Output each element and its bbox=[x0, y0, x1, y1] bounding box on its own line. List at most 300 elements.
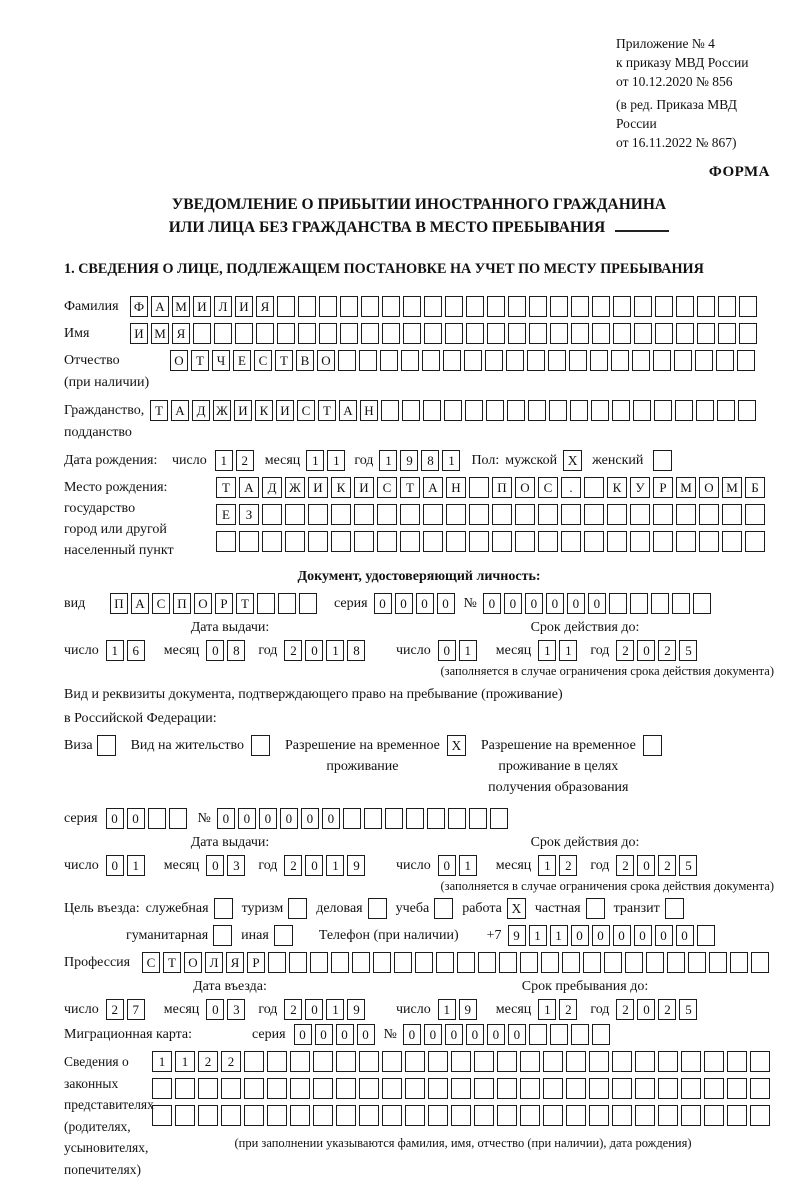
char-cell[interactable] bbox=[451, 1078, 471, 1099]
char-cell[interactable]: 1 bbox=[538, 855, 556, 876]
sex-male-checkbox[interactable]: X bbox=[563, 450, 582, 471]
char-cell[interactable]: Ч bbox=[212, 350, 230, 371]
char-cell[interactable] bbox=[169, 808, 187, 829]
char-cell[interactable] bbox=[529, 323, 547, 344]
char-cell[interactable] bbox=[584, 477, 604, 498]
char-cell[interactable] bbox=[364, 808, 382, 829]
char-cell[interactable] bbox=[722, 504, 742, 525]
char-cell[interactable] bbox=[290, 1051, 310, 1072]
char-cell[interactable] bbox=[400, 504, 420, 525]
char-cell[interactable]: 2 bbox=[106, 999, 124, 1020]
char-cell[interactable] bbox=[257, 593, 275, 614]
char-cell[interactable]: 2 bbox=[198, 1051, 218, 1072]
char-cell[interactable] bbox=[340, 296, 358, 317]
char-cell[interactable] bbox=[508, 296, 526, 317]
char-cell[interactable]: 1 bbox=[306, 450, 324, 471]
char-cell[interactable]: 9 bbox=[347, 999, 365, 1020]
char-cell[interactable]: 0 bbox=[315, 1024, 333, 1045]
char-cell[interactable]: 9 bbox=[508, 925, 526, 946]
char-cell[interactable] bbox=[285, 504, 305, 525]
char-cell[interactable] bbox=[422, 350, 440, 371]
char-cell[interactable] bbox=[562, 952, 580, 973]
char-cell[interactable] bbox=[244, 1078, 264, 1099]
char-cell[interactable]: К bbox=[255, 400, 273, 421]
char-cell[interactable]: 1 bbox=[327, 450, 345, 471]
char-cell[interactable] bbox=[676, 296, 694, 317]
char-cell[interactable] bbox=[750, 1078, 770, 1099]
char-cell[interactable] bbox=[359, 1078, 379, 1099]
char-cell[interactable] bbox=[469, 531, 489, 552]
char-cell[interactable] bbox=[277, 296, 295, 317]
char-cell[interactable]: 2 bbox=[221, 1051, 241, 1072]
char-cell[interactable]: 8 bbox=[347, 640, 365, 661]
char-cell[interactable]: 0 bbox=[238, 808, 256, 829]
char-cell[interactable]: А bbox=[239, 477, 259, 498]
char-cell[interactable]: 0 bbox=[127, 808, 145, 829]
char-cell[interactable] bbox=[590, 350, 608, 371]
char-cell[interactable] bbox=[448, 808, 466, 829]
char-cell[interactable] bbox=[543, 1051, 563, 1072]
char-cell[interactable] bbox=[697, 296, 715, 317]
char-cell[interactable] bbox=[497, 1105, 517, 1126]
char-cell[interactable] bbox=[570, 400, 588, 421]
char-cell[interactable] bbox=[717, 400, 735, 421]
char-cell[interactable] bbox=[704, 1105, 724, 1126]
char-cell[interactable] bbox=[592, 1024, 610, 1045]
char-cell[interactable] bbox=[635, 1105, 655, 1126]
char-cell[interactable] bbox=[676, 323, 694, 344]
char-cell[interactable]: 0 bbox=[637, 855, 655, 876]
char-cell[interactable]: 6 bbox=[127, 640, 145, 661]
char-cell[interactable] bbox=[469, 477, 489, 498]
char-cell[interactable] bbox=[424, 323, 442, 344]
char-cell[interactable]: 0 bbox=[437, 593, 455, 614]
char-cell[interactable] bbox=[478, 952, 496, 973]
char-cell[interactable] bbox=[313, 1105, 333, 1126]
char-cell[interactable] bbox=[520, 952, 538, 973]
char-cell[interactable]: 0 bbox=[357, 1024, 375, 1045]
char-cell[interactable] bbox=[198, 1078, 218, 1099]
char-cell[interactable] bbox=[474, 1051, 494, 1072]
char-cell[interactable] bbox=[676, 504, 696, 525]
char-cell[interactable] bbox=[635, 1078, 655, 1099]
char-cell[interactable]: 2 bbox=[658, 855, 676, 876]
char-cell[interactable] bbox=[646, 952, 664, 973]
char-cell[interactable] bbox=[589, 1051, 609, 1072]
char-cell[interactable] bbox=[382, 1105, 402, 1126]
char-cell[interactable] bbox=[507, 400, 525, 421]
char-cell[interactable] bbox=[267, 1105, 287, 1126]
char-cell[interactable] bbox=[727, 1105, 747, 1126]
char-cell[interactable] bbox=[336, 1051, 356, 1072]
char-cell[interactable]: 1 bbox=[106, 640, 124, 661]
char-cell[interactable] bbox=[738, 400, 756, 421]
char-cell[interactable] bbox=[709, 952, 727, 973]
char-cell[interactable] bbox=[427, 808, 445, 829]
char-cell[interactable]: 2 bbox=[658, 640, 676, 661]
char-cell[interactable] bbox=[267, 1078, 287, 1099]
char-cell[interactable] bbox=[359, 1105, 379, 1126]
char-cell[interactable]: 0 bbox=[259, 808, 277, 829]
char-cell[interactable] bbox=[343, 808, 361, 829]
char-cell[interactable]: 1 bbox=[127, 855, 145, 876]
char-cell[interactable]: Е bbox=[216, 504, 236, 525]
char-cell[interactable]: 1 bbox=[550, 925, 568, 946]
char-cell[interactable] bbox=[331, 504, 351, 525]
char-cell[interactable]: 1 bbox=[442, 450, 460, 471]
char-cell[interactable] bbox=[583, 952, 601, 973]
char-cell[interactable] bbox=[465, 400, 483, 421]
char-cell[interactable]: 0 bbox=[206, 855, 224, 876]
char-cell[interactable] bbox=[520, 1078, 540, 1099]
char-cell[interactable] bbox=[569, 350, 587, 371]
char-cell[interactable] bbox=[612, 1105, 632, 1126]
char-cell[interactable]: 1 bbox=[326, 855, 344, 876]
char-cell[interactable]: И bbox=[354, 477, 374, 498]
char-cell[interactable] bbox=[403, 296, 421, 317]
char-cell[interactable] bbox=[584, 531, 604, 552]
char-cell[interactable] bbox=[566, 1051, 586, 1072]
char-cell[interactable] bbox=[290, 1078, 310, 1099]
char-cell[interactable] bbox=[377, 504, 397, 525]
char-cell[interactable]: С bbox=[254, 350, 272, 371]
char-cell[interactable] bbox=[696, 400, 714, 421]
char-cell[interactable]: 0 bbox=[301, 808, 319, 829]
char-cell[interactable] bbox=[336, 1105, 356, 1126]
char-cell[interactable] bbox=[676, 531, 696, 552]
char-cell[interactable] bbox=[359, 1051, 379, 1072]
char-cell[interactable] bbox=[486, 400, 504, 421]
char-cell[interactable] bbox=[377, 531, 397, 552]
char-cell[interactable] bbox=[667, 952, 685, 973]
char-cell[interactable] bbox=[380, 350, 398, 371]
char-cell[interactable] bbox=[299, 593, 317, 614]
char-cell[interactable]: 3 bbox=[227, 855, 245, 876]
char-cell[interactable] bbox=[607, 531, 627, 552]
char-cell[interactable]: 2 bbox=[559, 855, 577, 876]
purpose-transit-checkbox[interactable] bbox=[665, 898, 684, 919]
char-cell[interactable] bbox=[464, 350, 482, 371]
char-cell[interactable]: К bbox=[607, 477, 627, 498]
char-cell[interactable] bbox=[654, 400, 672, 421]
char-cell[interactable]: 2 bbox=[284, 640, 302, 661]
char-cell[interactable]: 0 bbox=[567, 593, 585, 614]
char-cell[interactable] bbox=[589, 1078, 609, 1099]
char-cell[interactable] bbox=[633, 400, 651, 421]
purpose-work-checkbox[interactable]: X bbox=[507, 898, 526, 919]
char-cell[interactable] bbox=[394, 952, 412, 973]
char-cell[interactable] bbox=[445, 296, 463, 317]
char-cell[interactable] bbox=[541, 952, 559, 973]
char-cell[interactable]: 0 bbox=[305, 999, 323, 1020]
char-cell[interactable]: 3 bbox=[227, 999, 245, 1020]
sex-female-checkbox[interactable] bbox=[653, 450, 672, 471]
char-cell[interactable] bbox=[405, 1078, 425, 1099]
char-cell[interactable]: И bbox=[308, 477, 328, 498]
char-cell[interactable] bbox=[216, 531, 236, 552]
char-cell[interactable]: 1 bbox=[379, 450, 397, 471]
char-cell[interactable]: 0 bbox=[280, 808, 298, 829]
char-cell[interactable] bbox=[549, 400, 567, 421]
char-cell[interactable] bbox=[381, 400, 399, 421]
char-cell[interactable]: Т bbox=[163, 952, 181, 973]
char-cell[interactable] bbox=[331, 952, 349, 973]
char-cell[interactable] bbox=[428, 1105, 448, 1126]
char-cell[interactable]: 8 bbox=[421, 450, 439, 471]
char-cell[interactable] bbox=[635, 1051, 655, 1072]
char-cell[interactable] bbox=[693, 593, 711, 614]
char-cell[interactable]: 2 bbox=[616, 855, 634, 876]
char-cell[interactable]: М bbox=[151, 323, 169, 344]
char-cell[interactable] bbox=[704, 1051, 724, 1072]
char-cell[interactable]: 0 bbox=[637, 640, 655, 661]
char-cell[interactable] bbox=[612, 1078, 632, 1099]
char-cell[interactable]: 9 bbox=[459, 999, 477, 1020]
char-cell[interactable]: О bbox=[515, 477, 535, 498]
char-cell[interactable]: Ж bbox=[285, 477, 305, 498]
char-cell[interactable] bbox=[609, 593, 627, 614]
char-cell[interactable] bbox=[289, 952, 307, 973]
char-cell[interactable] bbox=[361, 323, 379, 344]
char-cell[interactable] bbox=[613, 296, 631, 317]
char-cell[interactable] bbox=[402, 400, 420, 421]
char-cell[interactable]: 0 bbox=[637, 999, 655, 1020]
char-cell[interactable]: 0 bbox=[374, 593, 392, 614]
char-cell[interactable]: С bbox=[152, 593, 170, 614]
char-cell[interactable]: А bbox=[131, 593, 149, 614]
char-cell[interactable] bbox=[152, 1105, 172, 1126]
char-cell[interactable] bbox=[221, 1078, 241, 1099]
char-cell[interactable] bbox=[589, 1105, 609, 1126]
char-cell[interactable] bbox=[244, 1105, 264, 1126]
char-cell[interactable] bbox=[625, 952, 643, 973]
char-cell[interactable]: 5 bbox=[679, 999, 697, 1020]
char-cell[interactable] bbox=[373, 952, 391, 973]
char-cell[interactable] bbox=[310, 952, 328, 973]
char-cell[interactable]: О bbox=[184, 952, 202, 973]
char-cell[interactable] bbox=[718, 323, 736, 344]
char-cell[interactable] bbox=[611, 350, 629, 371]
char-cell[interactable]: А bbox=[151, 296, 169, 317]
char-cell[interactable]: 7 bbox=[127, 999, 145, 1020]
char-cell[interactable] bbox=[446, 531, 466, 552]
char-cell[interactable]: 0 bbox=[438, 855, 456, 876]
char-cell[interactable] bbox=[406, 808, 424, 829]
char-cell[interactable]: 0 bbox=[525, 593, 543, 614]
char-cell[interactable]: 0 bbox=[655, 925, 673, 946]
char-cell[interactable]: 2 bbox=[236, 450, 254, 471]
char-cell[interactable]: 0 bbox=[592, 925, 610, 946]
option-temp-residence-education-checkbox[interactable] bbox=[643, 735, 662, 756]
char-cell[interactable] bbox=[382, 296, 400, 317]
char-cell[interactable] bbox=[319, 323, 337, 344]
char-cell[interactable]: И bbox=[276, 400, 294, 421]
char-cell[interactable] bbox=[244, 1051, 264, 1072]
char-cell[interactable]: Б bbox=[745, 477, 765, 498]
char-cell[interactable]: 1 bbox=[152, 1051, 172, 1072]
char-cell[interactable] bbox=[382, 323, 400, 344]
purpose-study-checkbox[interactable] bbox=[434, 898, 453, 919]
char-cell[interactable]: Ж bbox=[213, 400, 231, 421]
char-cell[interactable] bbox=[528, 400, 546, 421]
char-cell[interactable]: 1 bbox=[459, 855, 477, 876]
char-cell[interactable]: Р bbox=[247, 952, 265, 973]
char-cell[interactable]: 8 bbox=[227, 640, 245, 661]
char-cell[interactable] bbox=[436, 952, 454, 973]
char-cell[interactable]: 1 bbox=[459, 640, 477, 661]
char-cell[interactable]: 1 bbox=[175, 1051, 195, 1072]
char-cell[interactable]: 1 bbox=[538, 999, 556, 1020]
char-cell[interactable]: Д bbox=[262, 477, 282, 498]
char-cell[interactable] bbox=[415, 952, 433, 973]
char-cell[interactable] bbox=[718, 296, 736, 317]
char-cell[interactable] bbox=[630, 593, 648, 614]
char-cell[interactable] bbox=[571, 296, 589, 317]
char-cell[interactable]: С bbox=[538, 477, 558, 498]
char-cell[interactable]: 0 bbox=[483, 593, 501, 614]
char-cell[interactable] bbox=[469, 808, 487, 829]
char-cell[interactable] bbox=[737, 350, 755, 371]
char-cell[interactable]: О bbox=[194, 593, 212, 614]
char-cell[interactable] bbox=[538, 531, 558, 552]
char-cell[interactable]: С bbox=[142, 952, 160, 973]
char-cell[interactable]: У bbox=[630, 477, 650, 498]
char-cell[interactable] bbox=[655, 323, 673, 344]
char-cell[interactable]: 5 bbox=[679, 855, 697, 876]
char-cell[interactable]: 1 bbox=[559, 640, 577, 661]
char-cell[interactable] bbox=[653, 350, 671, 371]
char-cell[interactable] bbox=[474, 1078, 494, 1099]
char-cell[interactable] bbox=[466, 296, 484, 317]
char-cell[interactable] bbox=[423, 531, 443, 552]
char-cell[interactable] bbox=[561, 531, 581, 552]
char-cell[interactable] bbox=[444, 400, 462, 421]
char-cell[interactable] bbox=[607, 504, 627, 525]
char-cell[interactable] bbox=[592, 323, 610, 344]
char-cell[interactable] bbox=[354, 504, 374, 525]
char-cell[interactable] bbox=[604, 952, 622, 973]
char-cell[interactable]: Р bbox=[653, 477, 673, 498]
char-cell[interactable] bbox=[319, 296, 337, 317]
char-cell[interactable]: 0 bbox=[445, 1024, 463, 1045]
char-cell[interactable]: 1 bbox=[438, 999, 456, 1020]
char-cell[interactable] bbox=[630, 531, 650, 552]
char-cell[interactable] bbox=[672, 593, 690, 614]
char-cell[interactable]: О bbox=[170, 350, 188, 371]
char-cell[interactable]: Я bbox=[226, 952, 244, 973]
purpose-official-checkbox[interactable] bbox=[214, 898, 233, 919]
char-cell[interactable] bbox=[716, 350, 734, 371]
char-cell[interactable] bbox=[634, 296, 652, 317]
char-cell[interactable] bbox=[751, 952, 769, 973]
char-cell[interactable] bbox=[385, 808, 403, 829]
char-cell[interactable]: 0 bbox=[305, 855, 323, 876]
char-cell[interactable]: Д bbox=[192, 400, 210, 421]
char-cell[interactable] bbox=[651, 593, 669, 614]
char-cell[interactable]: О bbox=[699, 477, 719, 498]
char-cell[interactable]: 0 bbox=[106, 808, 124, 829]
char-cell[interactable] bbox=[688, 952, 706, 973]
char-cell[interactable] bbox=[361, 296, 379, 317]
char-cell[interactable] bbox=[403, 323, 421, 344]
char-cell[interactable] bbox=[571, 1024, 589, 1045]
purpose-private-checkbox[interactable] bbox=[586, 898, 605, 919]
char-cell[interactable] bbox=[584, 504, 604, 525]
char-cell[interactable] bbox=[285, 531, 305, 552]
char-cell[interactable] bbox=[262, 504, 282, 525]
char-cell[interactable] bbox=[497, 1078, 517, 1099]
char-cell[interactable]: 0 bbox=[217, 808, 235, 829]
char-cell[interactable]: И bbox=[235, 296, 253, 317]
char-cell[interactable]: М bbox=[722, 477, 742, 498]
char-cell[interactable] bbox=[515, 504, 535, 525]
char-cell[interactable] bbox=[739, 323, 757, 344]
char-cell[interactable]: 2 bbox=[616, 640, 634, 661]
char-cell[interactable] bbox=[148, 808, 166, 829]
char-cell[interactable] bbox=[152, 1078, 172, 1099]
char-cell[interactable] bbox=[490, 808, 508, 829]
char-cell[interactable]: 1 bbox=[326, 640, 344, 661]
char-cell[interactable] bbox=[634, 323, 652, 344]
char-cell[interactable]: 2 bbox=[284, 855, 302, 876]
char-cell[interactable] bbox=[331, 531, 351, 552]
char-cell[interactable] bbox=[632, 350, 650, 371]
char-cell[interactable]: 0 bbox=[676, 925, 694, 946]
char-cell[interactable]: Т bbox=[216, 477, 236, 498]
char-cell[interactable]: З bbox=[239, 504, 259, 525]
char-cell[interactable] bbox=[445, 323, 463, 344]
char-cell[interactable] bbox=[175, 1078, 195, 1099]
char-cell[interactable] bbox=[451, 1051, 471, 1072]
char-cell[interactable] bbox=[722, 531, 742, 552]
char-cell[interactable]: 2 bbox=[559, 999, 577, 1020]
char-cell[interactable]: 0 bbox=[466, 1024, 484, 1045]
purpose-other-checkbox[interactable] bbox=[274, 925, 293, 946]
char-cell[interactable] bbox=[235, 323, 253, 344]
char-cell[interactable] bbox=[268, 952, 286, 973]
char-cell[interactable] bbox=[699, 531, 719, 552]
char-cell[interactable] bbox=[566, 1105, 586, 1126]
char-cell[interactable] bbox=[515, 531, 535, 552]
char-cell[interactable] bbox=[198, 1105, 218, 1126]
char-cell[interactable] bbox=[658, 1078, 678, 1099]
char-cell[interactable]: 9 bbox=[347, 855, 365, 876]
char-cell[interactable] bbox=[529, 1024, 547, 1045]
char-cell[interactable] bbox=[745, 531, 765, 552]
char-cell[interactable]: 0 bbox=[322, 808, 340, 829]
char-cell[interactable]: М bbox=[172, 296, 190, 317]
char-cell[interactable] bbox=[699, 504, 719, 525]
char-cell[interactable] bbox=[428, 1078, 448, 1099]
char-cell[interactable] bbox=[239, 531, 259, 552]
char-cell[interactable] bbox=[354, 531, 374, 552]
char-cell[interactable]: М bbox=[676, 477, 696, 498]
char-cell[interactable] bbox=[561, 504, 581, 525]
char-cell[interactable] bbox=[612, 400, 630, 421]
char-cell[interactable] bbox=[697, 323, 715, 344]
char-cell[interactable] bbox=[423, 504, 443, 525]
purpose-business-checkbox[interactable] bbox=[368, 898, 387, 919]
char-cell[interactable] bbox=[548, 350, 566, 371]
char-cell[interactable] bbox=[527, 350, 545, 371]
char-cell[interactable]: О bbox=[317, 350, 335, 371]
char-cell[interactable] bbox=[428, 1051, 448, 1072]
char-cell[interactable] bbox=[485, 350, 503, 371]
char-cell[interactable] bbox=[175, 1105, 195, 1126]
char-cell[interactable]: П bbox=[110, 593, 128, 614]
char-cell[interactable] bbox=[592, 296, 610, 317]
char-cell[interactable] bbox=[704, 1078, 724, 1099]
